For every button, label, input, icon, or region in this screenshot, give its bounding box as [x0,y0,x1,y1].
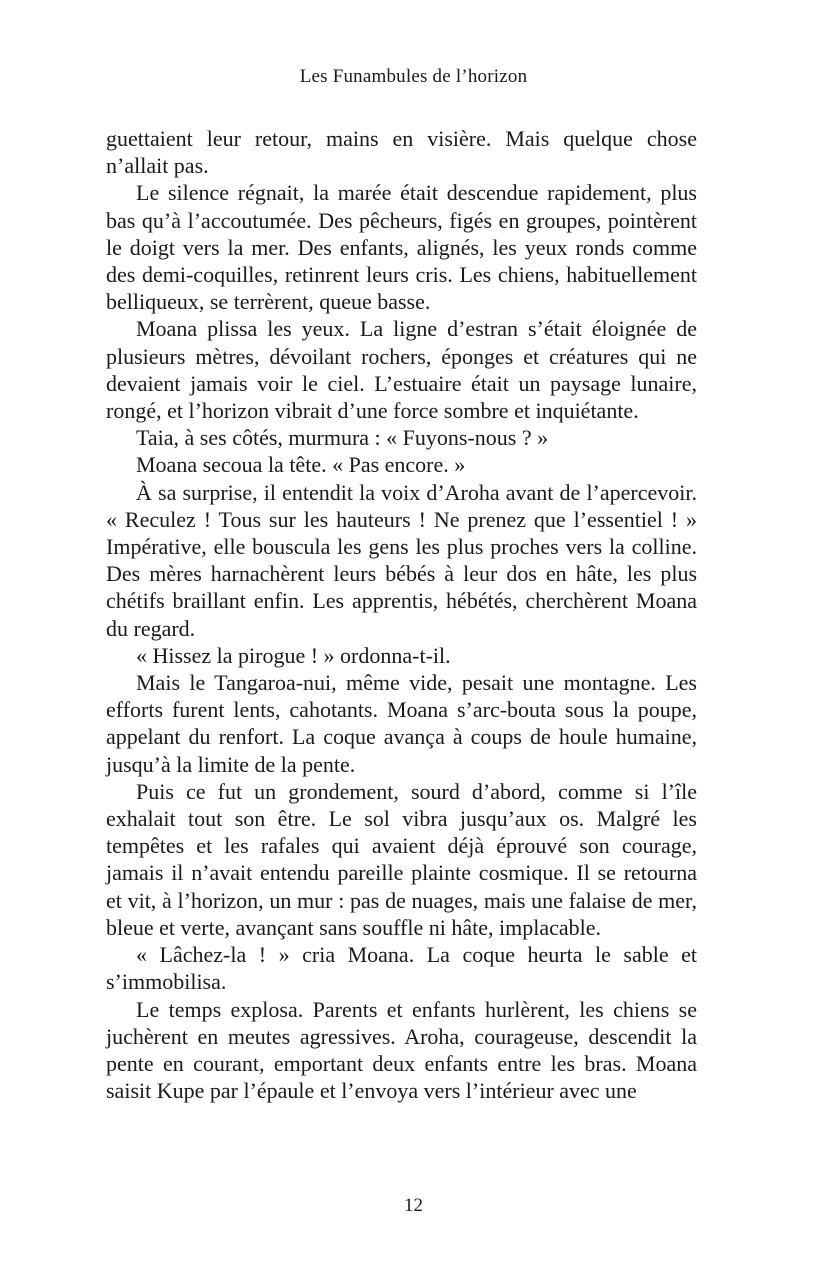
running-head: Les Funambules de l’horizon [299,66,528,87]
page-number: 12 [404,1195,423,1216]
body-text [106,125,697,1104]
paragraph: « Hissez la pirogue ! » ordonna-t-il. [136,642,451,668]
paragraph: Moana plissa les yeux. La ligne d’estran s’était éloignée de plusieurs mètres, dévoilant rochers, éponges et créatures qui ne devaient jamais voir le ciel. L’estuaire était un paysage lunaire, rongé, et l’horizon vibrait d’une force sombre et inquiétante. [106,316,697,424]
paragraph: À sa surprise, il entendit la voix d’Aroha avant de l’apercevoir. « Reculez ! Tous sur les hauteurs ! Ne prenez que l’essentiel ! » Impérative, elle bouscula les gens les plus proches vers la colline. Des mères harnachèrent leurs bébés à leur dos en hâte, les plus chétifs braillant enfin. Les apprentis, hébétés, cherchèrent Moana du regard. [106,479,697,641]
paragraph: « Lâchez-la ! » cria Moana. La coque heurta le sable et s’immobilisa. [106,942,697,995]
paragraph: Mais le Tangaroa-nui, même vide, pesait une montagne. Les efforts furent lents, cahotants. Moana s’arc-bouta sous la poupe, appelant du renfort. La coque avança à coups de houle humaine, jusqu’à la limite de la pente. [106,670,697,777]
paragraph: guettaient leur retour, mains en visière. Mais quelque chose n’allait pas. [106,126,697,179]
paragraph: Le temps explosa. Parents et enfants hurlèrent, les chiens se juchèrent en meutes agressives. Aroha, courageuse, descendit la pente en courant, emportant deux enfants entre les bras. Moana saisit Kupe par l’épaule et l’envoya vers l’intérieur avec une [106,996,697,1104]
paragraph: Le silence régnait, la marée était descendue rapidement, plus bas qu’à l’accoutumée. Des pêcheurs, figés en groupes, pointèrent le doigt vers la mer. Des enfants, alignés, les yeux ronds comme des demi-coquilles, retinrent leurs cris. Les chiens, habituellement belliqueux, se terrèrent, queue basse. [106,180,697,315]
paragraph: Moana secoua la tête. « Pas encore. » [136,452,466,478]
paragraph: Puis ce fut un grondement, sourd d’abord, comme si l’île exhalait tout son être. Le sol vibra jusqu’aux os. Malgré les tempêtes et les rafales qui avaient déjà éprouvé son courage, jamais il n’avait entendu pareille plainte cosmique. Il se retourna et vit, à l’horizon, un mur : pas de nuages, mais une falaise de mer, bleue et verte, avançant sans souffle ni hâte, implacable. [106,778,697,940]
paragraph: Taia, à ses côtés, murmura : « Fuyons-nous ? » [136,425,549,451]
